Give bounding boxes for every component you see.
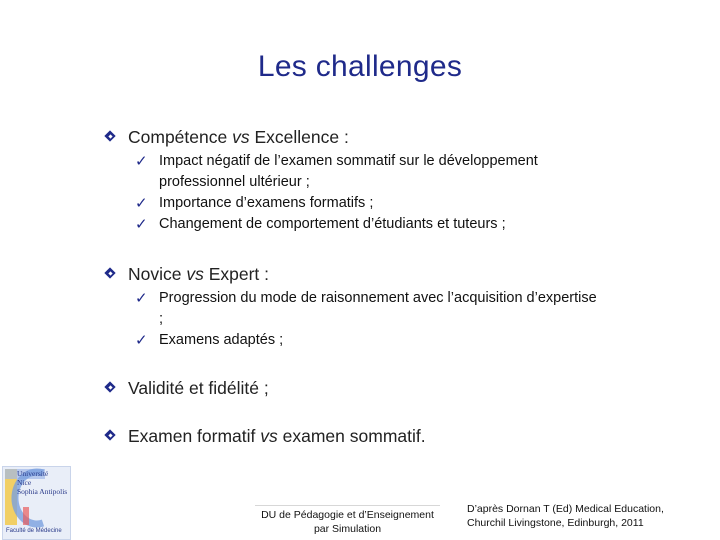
list-item [135,214,599,235]
section-validite [105,378,269,399]
footer-reference-line: Churchil Livingstone, Edinburgh, 2011 [467,517,644,529]
section-heading [105,264,599,285]
list-item-text: Examens adaptés ; [159,332,284,348]
checkmark-icon: ✓ [135,290,148,307]
footer-course-line: DU de Pédagogie et d’Enseignement [261,509,434,521]
diamond-bullet-icon [105,131,117,143]
list-item [135,193,599,214]
university-logo [2,466,71,540]
checkmark-icon: ✓ [135,195,148,212]
section-heading [105,426,426,447]
list-item-text: Progression du mode de raisonnement avec l’acquisition d’expertise ; [159,290,597,327]
logo-faculty: Faculté de Médecine [6,528,62,534]
section-heading-text: Validité et fidélité ; [128,378,269,398]
checkmark-icon: ✓ [135,216,148,233]
list-item [135,288,599,330]
checkmark-icon: ✓ [135,153,148,170]
list-item [135,151,599,193]
diamond-bullet-icon [105,268,117,280]
logo-line: Sophia Antipolis [17,487,68,496]
footer-course [255,505,440,536]
section-heading [105,378,269,399]
footer-reference [467,502,717,530]
list-item-text: Changement de comportement d’étudiants et tuteurs ; [159,216,506,232]
section-heading-text: Novice vs Expert : [128,264,270,284]
section-heading [105,127,599,148]
footer-reference-line: D’après Dornan T (Ed) Medical Education, [467,503,664,515]
list-item-text: Impact négatif de l’examen sommatif sur le développement professionnel ultérieur ; [159,153,538,190]
footer-course-line: par Simulation [313,523,382,535]
sub-list [135,151,599,235]
diamond-bullet-icon [105,382,117,394]
section-heading-text: Compétence vs Excellence : [128,127,349,147]
section-heading-text: Examen formatif vs examen sommatif. [128,426,426,446]
logo-line: Nice [17,478,32,487]
sub-list [135,288,599,351]
list-item-text: Importance d’examens formatifs ; [159,195,374,211]
list-item [135,330,599,351]
section-competence [105,127,599,235]
logo-text [17,469,67,496]
section-novice [105,264,599,351]
section-examen [105,426,426,447]
slide-title: Les challenges [257,50,463,83]
diamond-bullet-icon [105,430,117,442]
checkmark-icon: ✓ [135,332,148,349]
logo-line: Université [17,469,49,478]
